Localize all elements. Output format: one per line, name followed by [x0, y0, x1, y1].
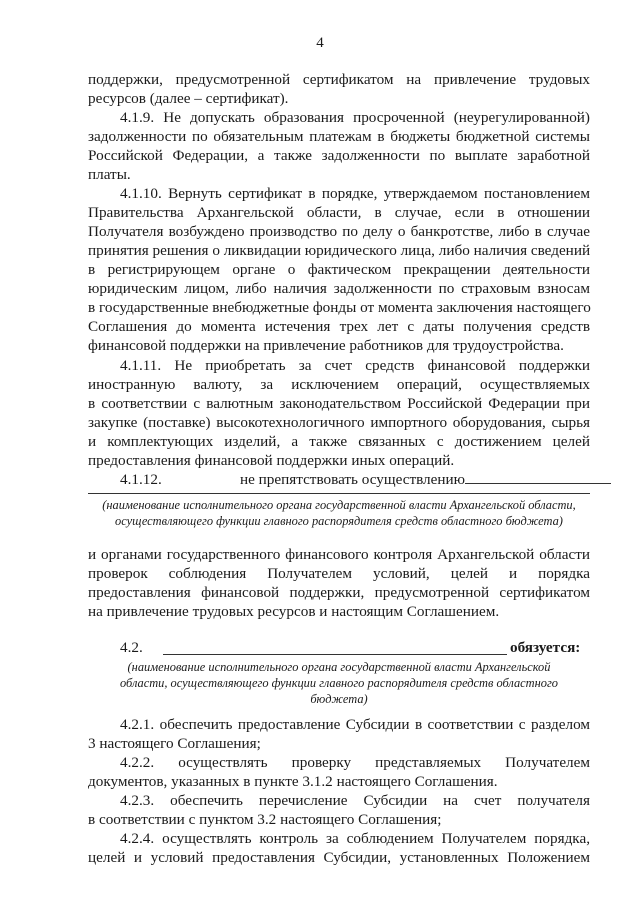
text-line: задолженности по обязательным платежам в бюджеты бюджетной системы	[88, 128, 590, 145]
text-line: в соответствии с валютным законодательством Российской Федерации при	[88, 395, 590, 412]
text-line: Российской Федерации, а также задолженности по выплате заработной	[88, 147, 590, 164]
text-line: и органами государственного финансового контроля Архангельской области	[88, 546, 590, 563]
field-caption: (наименование исполнительного органа государственной власти Архангельской	[127, 660, 551, 674]
text-line: в государственные внебюджетные фонды от момента заключения настоящего	[88, 299, 591, 316]
blank-line	[163, 654, 507, 655]
text-line: в регистрирующем органе о фактическом прекращении деятельности	[88, 261, 590, 278]
clause-text: обязуется:	[510, 639, 581, 656]
text-line: ресурсов (далее – сертификат).	[88, 90, 289, 107]
text-line: 4.1.11. Не приобретать за счет средств финансовой поддержки	[120, 357, 590, 374]
field-caption: (наименование исполнительного органа государственной власти Архангельской области,	[102, 498, 576, 512]
text-line: 4.2.2. осуществлять проверку представляемых Получателем	[120, 754, 590, 771]
text-line: Получателя возбуждено производство по делу о банкротстве, либо в случае	[88, 223, 590, 240]
text-line: финансовой поддержки на привлечение работников для трудоустройства.	[88, 337, 564, 354]
text-line: платы.	[88, 166, 131, 183]
field-caption: бюджета)	[310, 692, 368, 706]
text-line: и комплектующих изделий, а также связанных с достижением целей	[88, 433, 590, 450]
text-line: 4.1.10. Вернуть сертификат в порядке, утверждаемом постановлением	[120, 185, 590, 202]
text-line: предоставления финансовой поддержки, предусмотренной сертификатом	[88, 584, 590, 601]
text-line	[240, 470, 611, 489]
text-line: 4.2.1. обеспечить предоставление Субсидии в соответствии с разделом	[120, 716, 590, 733]
text-line: иностранную валюту, за исключением операций, осуществляемых	[88, 376, 590, 393]
blank-line	[88, 493, 590, 494]
clause-number: 4.2.	[120, 639, 143, 656]
text-line: в соответствии с пунктом 3.2 настоящего Соглашения;	[88, 811, 442, 828]
text-line: документов, указанных в пункте 3.1.2 настоящего Соглашения.	[88, 773, 498, 790]
text-line: Правительства Архангельской области, в случае, если в отношении	[88, 204, 590, 221]
page-number: 4	[316, 35, 324, 51]
text-line: предоставления финансовой поддержки иных операций.	[88, 452, 455, 469]
clause-text: не препятствовать осуществлению	[240, 471, 465, 488]
text-line: на привлечение трудовых ресурсов и настоящим Соглашением.	[88, 603, 500, 620]
text-line: проверок соблюдения Получателем условий, целей и порядка	[88, 565, 590, 582]
text-line: 4.2.4. осуществлять контроль за соблюдением Получателем порядка,	[120, 830, 590, 847]
text-line: Соглашения до момента истечения трех лет с даты получения средств	[88, 318, 590, 335]
field-caption: области, осуществляющего функции главного распорядителя средств областного	[120, 676, 558, 690]
text-line: целей и условий предоставления Субсидии, установленных Положением	[88, 849, 590, 866]
text-line: принятия решения о ликвидации юридического лица, либо наличия сведений	[88, 242, 591, 259]
text-line: закупке (поставке) высокотехнологичного импортного оборудования, сырья	[88, 414, 590, 431]
field-caption: осуществляющего функции главного распорядителя средств областного бюджета)	[115, 514, 563, 528]
text-line: 3 настоящего Соглашения;	[88, 735, 261, 752]
text-line: 4.1.9. Не допускать образования просроченной (неурегулированной)	[120, 109, 590, 126]
text-line: поддержки, предусмотренной сертификатом на привлечение трудовых	[88, 71, 590, 88]
clause-number: 4.1.12.	[120, 471, 162, 488]
blank-line	[465, 470, 611, 484]
text-line: 4.2.3. обеспечить перечисление Субсидии на счет получателя	[120, 792, 590, 809]
text-line: юридическим лицом, либо наличия задолженности по страховым взносам	[88, 280, 590, 297]
